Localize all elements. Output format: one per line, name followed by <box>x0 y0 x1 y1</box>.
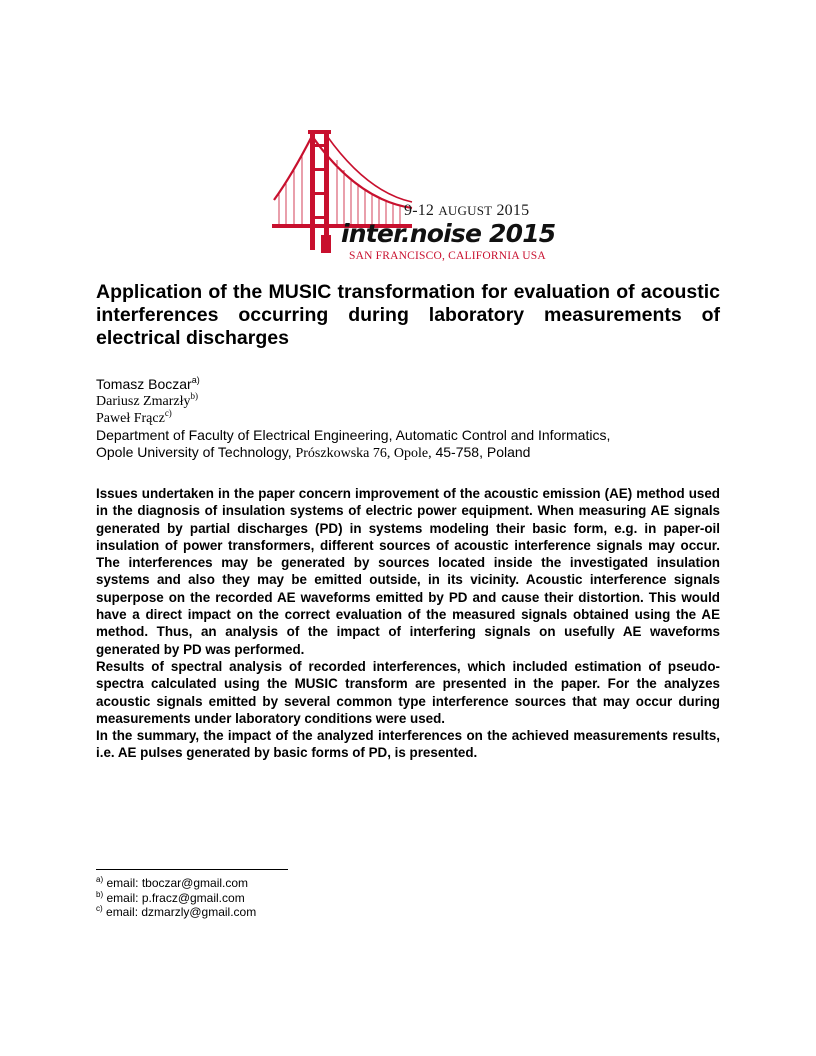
footnote-divider <box>96 869 288 870</box>
footnote-item: $^{b)}$ email: p.fracz@gmail.com <box>96 889 245 905</box>
abstract-paragraph: Issues undertaken in the paper concern improvement of the acoustic emission (AE) method used in the diagnosis of insulation systems of electric power equipment. When measuring AE signals generated by partial discharges (PD) in systems modeling their basic form, e.g. in paper-oil insulation of power transformers, different sources of acoustic interference signals may occur. The interferences may be generated by sources located inside the investigated insulation systems and also they may be emitted outside, in its vicinity. Acoustic interference signals superpose on the recorded AE waveforms emitted by PD and cause their distortion. This would have a direct impact on the correct evaluation of the measured signals obtained using the AE method. Thus, an analysis of the impact of interfering signals on usefully AE waveforms generated by PD was performed. <box>96 486 720 657</box>
conference-location: SAN FRANCISCO, CALIFORNIA USA <box>349 250 546 262</box>
footnote-item: $^{a)}$ email: tboczar@gmail.com <box>96 875 249 890</box>
affiliation-line: Opole University of Technology, Prószkowska 76, Opole, 45-758, Poland <box>96 444 531 461</box>
footnote-item: $^{c)}$ email: dzmarzly@gmail.com <box>96 904 257 919</box>
author-name: Dariusz Zmarzły$^{b)}$ <box>96 391 198 409</box>
affiliation-line: Department of Faculty of Electrical Engineering, Automatic Control and Informatics, <box>96 427 611 443</box>
conference-date: 9-12 AUGUST 2015 <box>404 202 530 219</box>
conference-name: inter.noise 2015 <box>341 219 556 248</box>
paper-title: Application of the MUSIC transformation for evaluation of acoustic interferences occurring during laboratory measurements of electrical discharges <box>96 281 720 349</box>
abstract-paragraph: Results of spectral analysis of recorded interferences, which included estimation of pseudo-spectra calculated using the MUSIC transform are presented in the paper. For the analyzes acoustic signals emitted by several common type interference sources that may occur during measurements under laboratory conditions were used. <box>96 658 720 726</box>
author-name: Paweł Frącz$^{c)}$ <box>96 408 172 426</box>
abstract <box>96 485 720 762</box>
conference-logo <box>272 130 556 268</box>
abstract-paragraph: In the summary, the impact of the analyzed interferences on the achieved measurements results, i.e. AE pulses generated by basic forms of PD, is presented. <box>96 728 720 761</box>
author-name: Tomasz Boczar$^{a)}$ <box>96 375 200 392</box>
footnotes <box>96 876 256 920</box>
author-block <box>96 376 736 462</box>
